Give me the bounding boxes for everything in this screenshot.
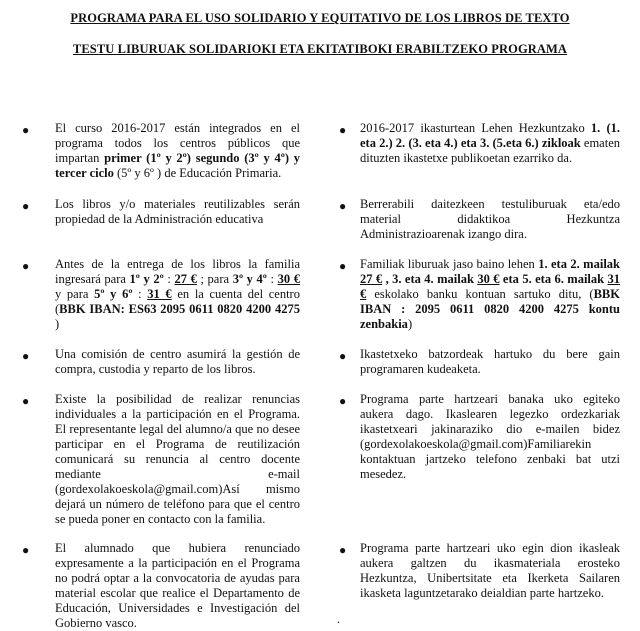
bullet-icon: ● — [22, 543, 30, 557]
bullet-icon: ● — [339, 349, 347, 363]
bullet-icon: ● — [22, 394, 30, 408]
document-page: PROGRAMA PARA EL USO SOLIDARIO Y EQUITATIVO DE LOS LIBROS DE TEXTO TESTU LIBURUAK SOLIDARIOKI ETA EKITATIBOKI ERABILTZEKO PROGRAMA ● El curso 2016-2017 están integrados en el programa todos los centros públicos que impartan primer (1º y 2º) segundo (3º y 4º) y tercer ciclo (5º y 6º ) de Educación Primaria. ● Los libros y/o materiales reutilizables serán propiedad de la Administración educativa ● Antes de la entrega de los libros la familia ingresará para 1º y 2º : 27 € ; para 3º y 4º : 30 € y para 5º y 6º : 31 € en la cuenta del centro (BBK IBAN: ES63 2095 0611 0820 4200 4275 ) ● Una comisión de centro asumirá la gestión de compra, custodia y reparto de los libros. ● Existe la posibilidad de realizar renuncias individuales a la participación en el Programa. El representante legal del alumno/a que no desee participar en el Programa de reutilización comunicará su renuncia al centro docente mediante e-mail (gordexolakoeskola@gmail.com)Así mismo dejará un número de teléfono para que el centro se pueda poner en contacto con la familia. ● El alumnado que hubiera renunciado expresamente a la participación en el Programa no podrá optar a la convocatoria de ayudas para material escolar que realice el Departamento de Educación, Universidades e Investigación del Gobierno vasco. ● 2016-2017 ikasturtean Lehen Hezkuntzako 1. (1. eta 2.) 2. (3. eta 4.) eta 3. (5.eta 6.) zikloak ematen dituzten ikastetxe publikoetan ezarriko da. ● Berrerabili daitezkeen testuliburuak eta/edo material didaktikoa Hezkuntza Administrazioarenak izango dira. ● Familiak liburuak jaso baino lehen 1. eta 2. mailak 27 € , 3. eta 4. mailak 30 € eta 5. eta 6. mailak 31 € eskolako banku kontuan sartuko ditu, (BBK IBAN : 2095 0611 0820 4200 4275 kontu zenbakia) ● Ikastetxeko batzordeak hartuko du bere gain programaren kudeaketa. ● Programa parte hartzeari banaka uko egiteko aukera dago. Ikaslearen legezko ordezkariak ikastetxeari jakinaraziko dio e-mailen bidez (gordexolakoeskola@gmail.com)Familiarekin kontaktuan jartzeko telefono zenbaki bat utzi mesedez. ● Programa parte hartzeari uko egin dion ikasleak aukera galtzen du ikasmateriala erosteko Hezkuntza, Unibertsitate eta Ikerketa Sailaren ikasketa laguntzetarako deialdian parte hartzeko. . — [0, 0, 640, 631]
title-basque: TESTU LIBURUAK SOLIDARIOKI ETA EKITATIBOKI ERABILTZEKO PROGRAMA — [72, 42, 568, 56]
bullet-icon: ● — [22, 259, 30, 273]
bullet-icon: ● — [339, 543, 347, 557]
bullet-icon: ● — [22, 123, 30, 137]
bullet-icon: ● — [339, 123, 347, 137]
bullet-icon: ● — [339, 394, 347, 408]
bullet-icon: ● — [22, 199, 30, 213]
bullet-icon: ● — [339, 259, 347, 273]
bullet-icon: ● — [22, 349, 30, 363]
end-mark: . — [337, 612, 340, 626]
title-spanish: PROGRAMA PARA EL USO SOLIDARIO Y EQUITATIVO DE LOS LIBROS DE TEXTO — [70, 11, 570, 25]
bullet-icon: ● — [339, 199, 347, 213]
